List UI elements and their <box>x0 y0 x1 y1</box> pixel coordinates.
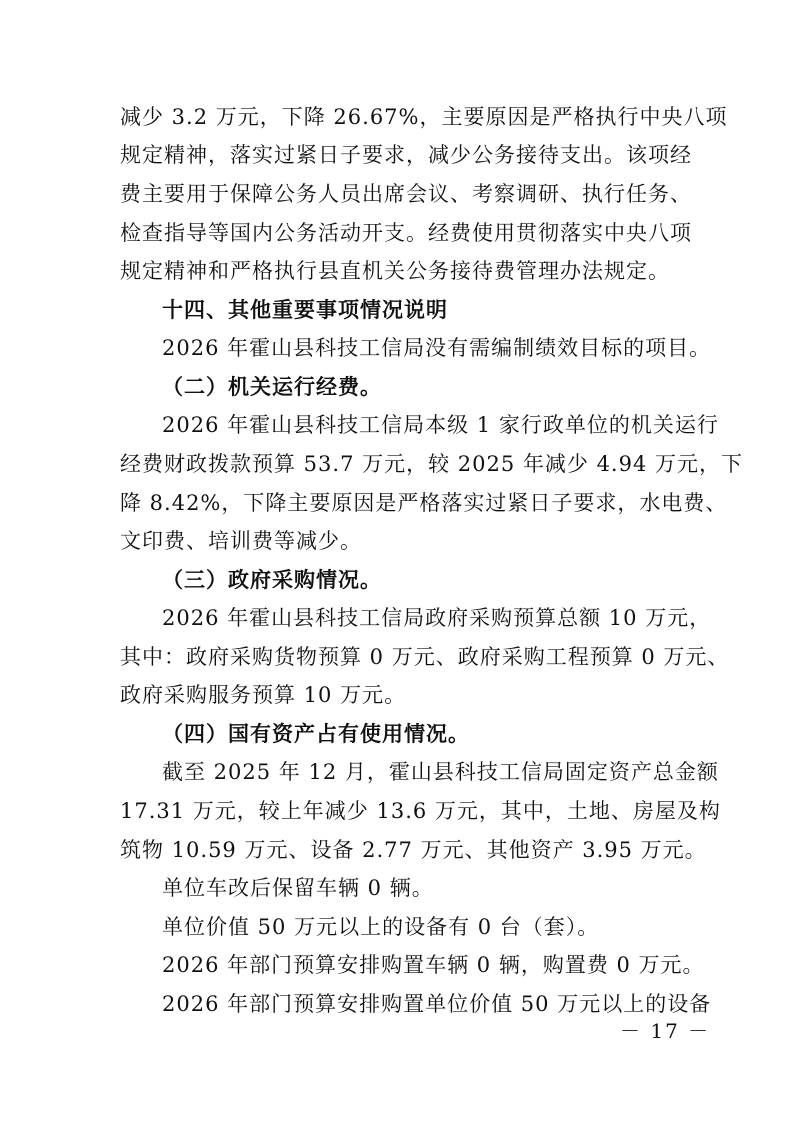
body-text-line: 政府采购服务预算 10 万元。 <box>120 683 407 707</box>
body-text-line: 单位价值 50 万元以上的设备有 0 台（套）。 <box>162 915 600 939</box>
body-text-line: 减少 3.2 万元，下降 26.67%，主要原因是严格执行中央八项 <box>120 105 728 129</box>
body-text-line: 单位车改后保留车辆 0 辆。 <box>162 876 434 900</box>
body-text-line: 2026 年部门预算安排购置车辆 0 辆，购置费 0 万元。 <box>162 953 705 977</box>
body-text-line: 2026 年部门预算安排购置单位价值 50 万元以上的设备 <box>162 992 712 1016</box>
body-text-line: 经费财政拨款预算 53.7 万元，较 2025 年减少 4.94 万元，下 <box>120 452 744 476</box>
body-text-line: 17.31 万元，较上年减少 13.6 万元，其中，土地、房屋及构 <box>120 799 721 823</box>
body-text-line: 规定精神和严格执行县直机关公务接待费管理办法规定。 <box>120 259 670 283</box>
body-text-line: 2026 年霍山县科技工信局政府采购预算总额 10 万元， <box>162 606 712 630</box>
body-text-line: 2026 年霍山县科技工信局没有需编制绩效目标的项目。 <box>162 336 712 360</box>
body-text-line: 检查指导等国内公务活动开支。经费使用贯彻落实中央八项 <box>120 221 692 245</box>
body-text-line: 截至 2025 年 12 月，霍山县科技工信局固定资产总金额 <box>162 760 719 784</box>
subsection-heading: （四）国有资产占有使用情况。 <box>162 721 470 746</box>
section-heading: 十四、其他重要事项情况说明 <box>162 297 448 322</box>
body-text-line: 文印费、培训费等减少。 <box>120 529 362 553</box>
body-text-line: 筑物 10.59 万元、设备 2.77 万元、其他资产 3.95 万元。 <box>120 838 707 862</box>
body-text-line: 其中：政府采购货物预算 0 万元、政府采购工程预算 0 万元、 <box>120 645 730 669</box>
subsection-heading: （三）政府采购情况。 <box>162 567 382 592</box>
body-text-line: 费主要用于保障公务人员出席会议、考察调研、执行任务、 <box>120 182 692 206</box>
body-text-line: 降 8.42%，下降主要原因是严格落实过紧日子要求，水电费、 <box>120 491 728 515</box>
body-text-line: 2026 年霍山县科技工信局本级 1 家行政单位的机关运行 <box>162 413 719 437</box>
subsection-heading: （二）机关运行经费。 <box>162 374 382 399</box>
body-text-line: 规定精神，落实过紧日子要求，减少公务接待支出。该项经 <box>120 143 692 167</box>
page-number: － 17 － <box>620 1019 711 1043</box>
